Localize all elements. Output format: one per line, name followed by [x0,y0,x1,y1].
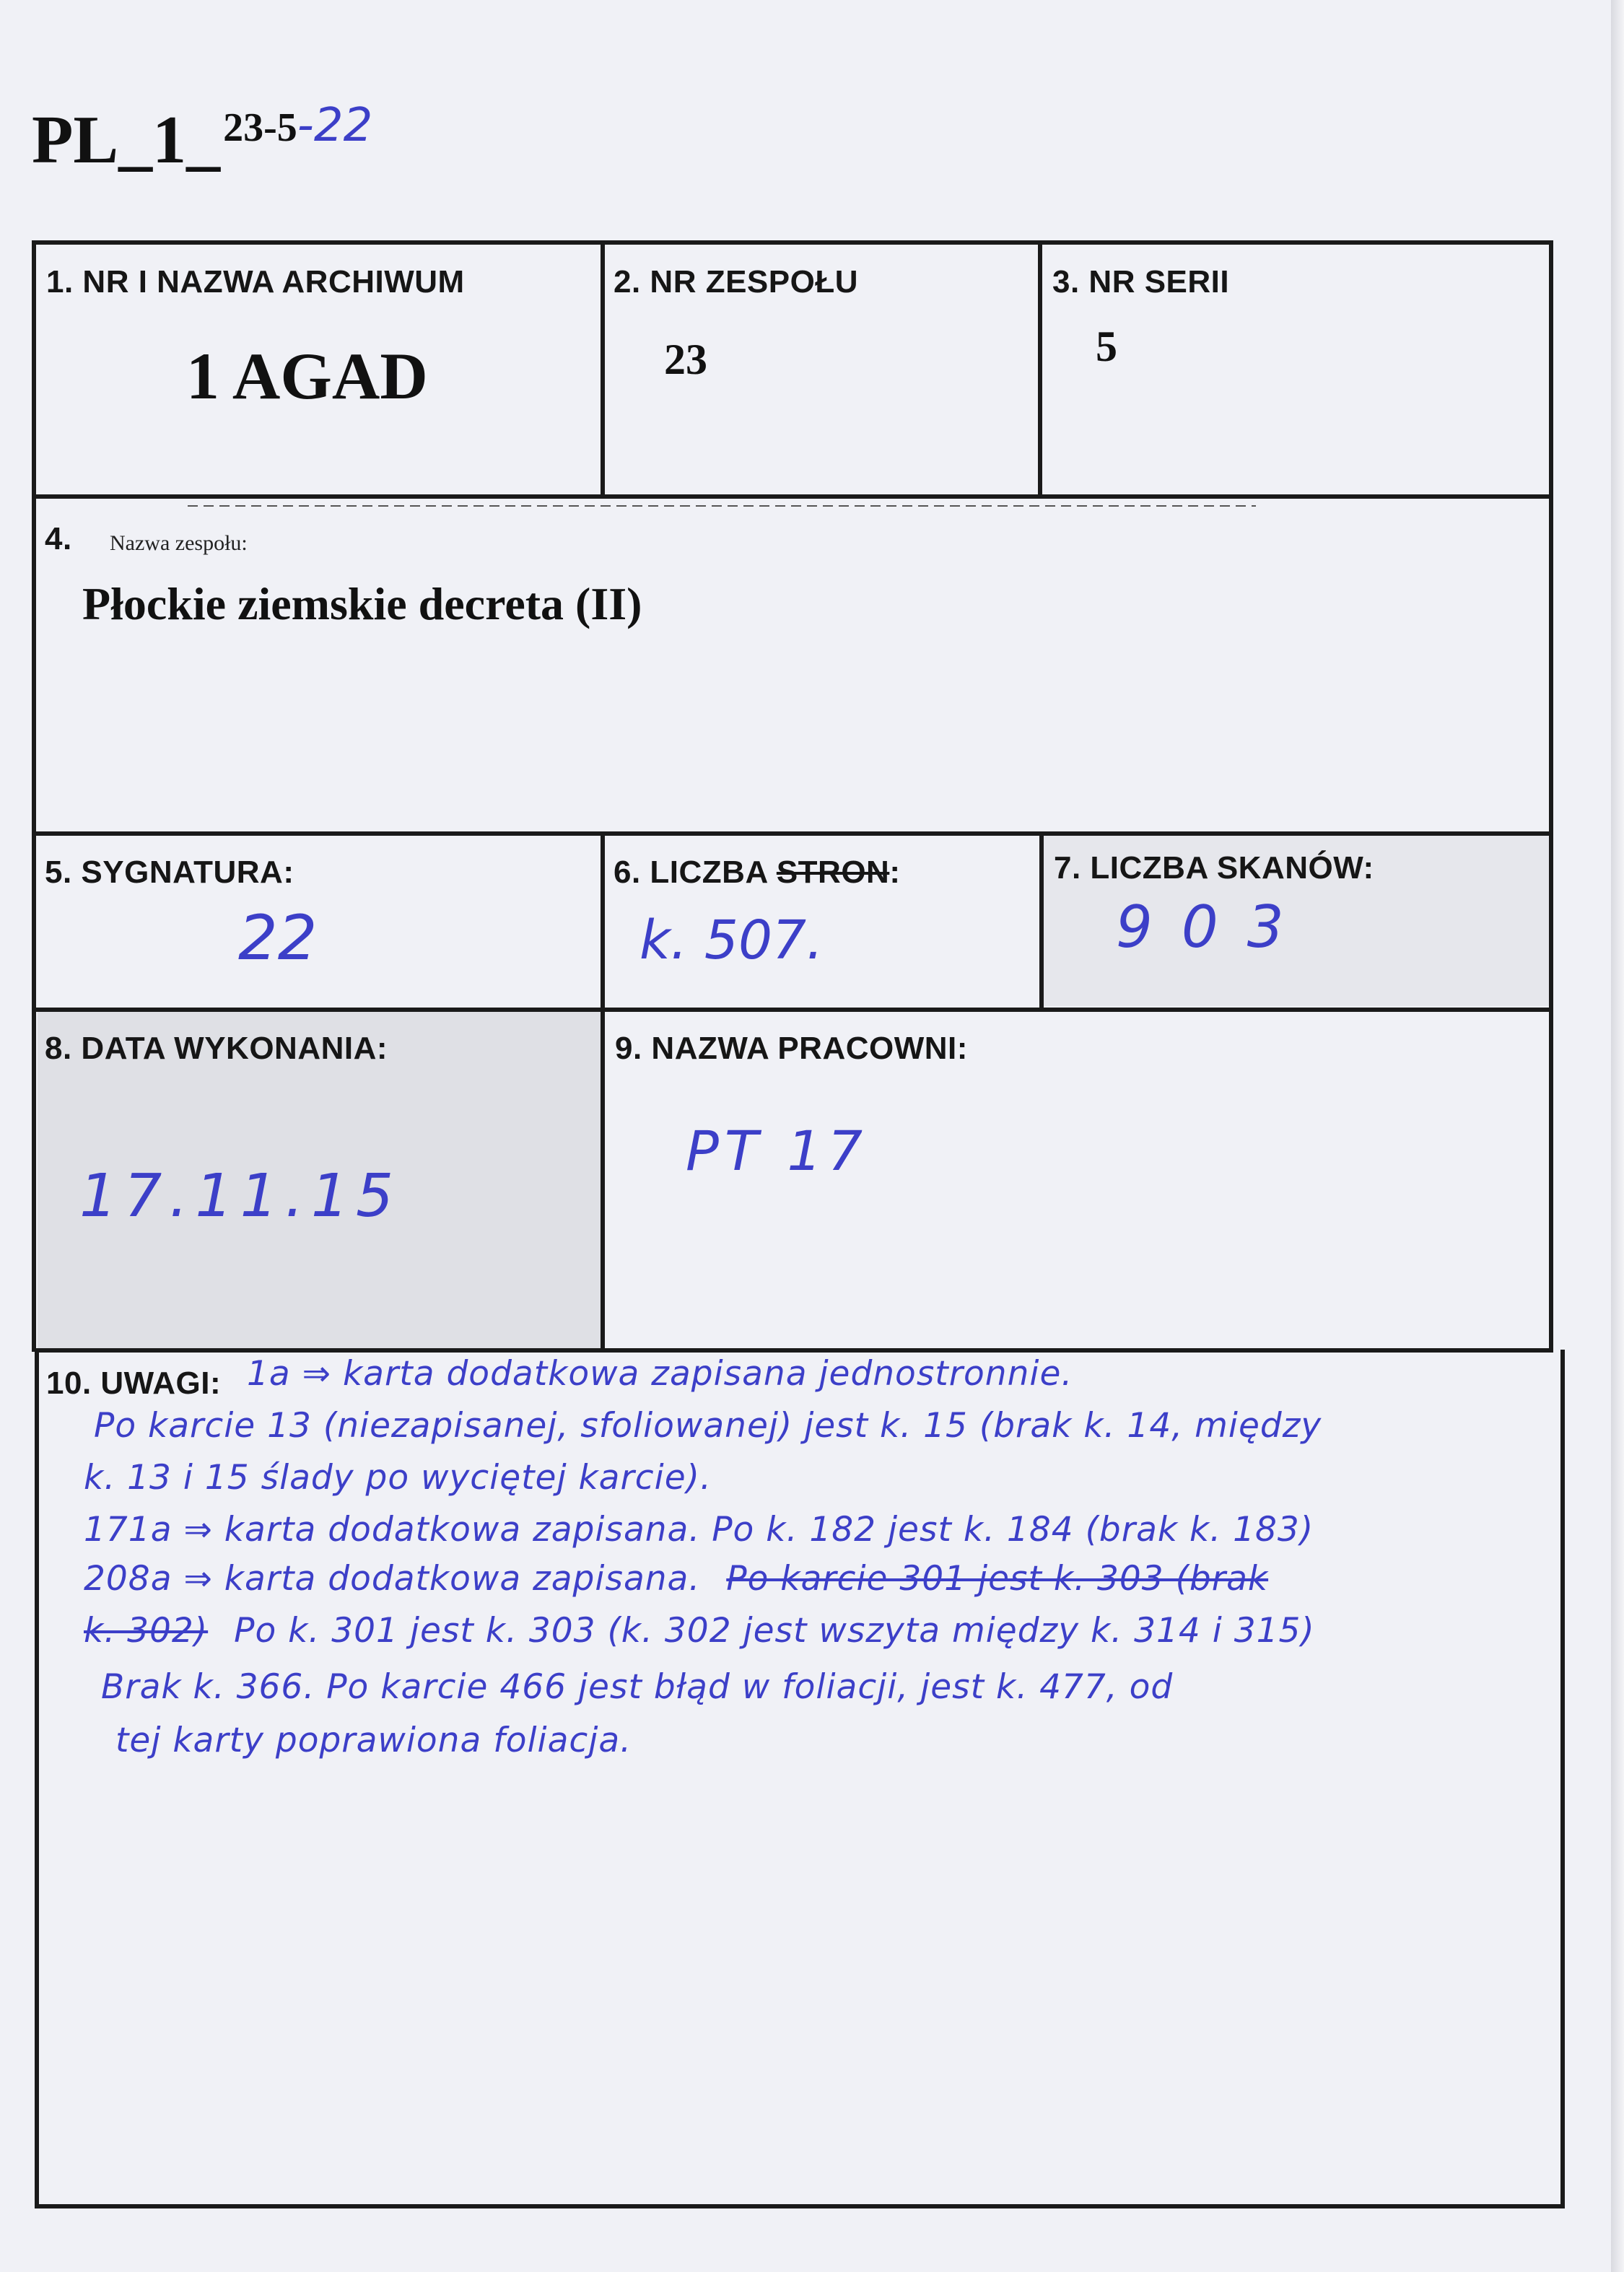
field-9-value: PT 17 [686,1119,869,1183]
table-left-border-lower [35,1350,39,2208]
field-5-value: 22 [238,902,318,974]
field-9-label: 9. NAZWA PRACOWNI: [615,1031,968,1066]
col-divider-a3 [601,1008,605,1353]
field-8-value: 17.11.15 [79,1162,401,1231]
remarks-line-1: 1a ⇒ karta dodatkowa zapisana jednostronnie. [247,1354,1073,1394]
table-top-border [32,240,1553,245]
remarks-line-7: Brak k. 366. Po karcie 466 jest błąd w foliacji, jest k. 477, od [101,1667,1174,1707]
field-4-number: 4. [45,521,72,556]
row-divider-4 [35,1348,1553,1353]
field-2-value: 23 [664,336,707,383]
remarks-line-2: Po karcie 13 (niezapisanej, sfoliowanej) jest k. 15 (brak k. 14, między [94,1406,1322,1446]
remarks-line-6-text: Po k. 301 jest k. 303 (k. 302 jest wszyta między k. 314 i 315) [234,1611,1315,1651]
field-6-label-suffix: : [889,855,901,890]
field-1-label: 1. NR I NAZWA ARCHIWUM [46,264,465,300]
field-5-label: 5. SYGNATURA: [45,855,294,890]
remarks-line-8: tej karty poprawiona foliacja. [115,1721,632,1760]
field-6-label [614,855,900,891]
remarks-line-5 [84,1559,1268,1599]
field-6-label-prefix: 6. LICZBA [614,855,777,890]
remarks-line-3: k. 13 i 15 ślady po wyciętej karcie). [84,1458,712,1498]
remarks-struck-text-1: Po karcie 301 jest k. 303 (brak [726,1559,1269,1599]
document-header [32,101,372,179]
field-2-label: 2. NR ZESPOŁU [614,264,858,300]
row-divider-3 [32,1008,1553,1012]
archive-code: PL_1_ [32,102,221,178]
handwritten-signature-number: -22 [297,99,373,152]
col-divider-b2 [1039,831,1044,1012]
remarks-line-4: 171a ⇒ karta dodatkowa zapisana. Po k. 182 jest k. 184 (brak k. 183) [84,1510,1314,1550]
field-4-label: Nazwa zespołu: [110,531,248,555]
remarks-struck-text-2: k. 302) [84,1611,209,1651]
remarks-line-5-text: 208a ⇒ karta dodatkowa zapisana. [84,1559,701,1599]
row-divider-2 [32,831,1553,836]
field-8-label: 8. DATA WYKONANIA: [45,1031,388,1066]
remarks-line-6 [84,1611,1315,1651]
field-6-value: k. 507. [639,909,824,971]
row-divider-1 [32,494,1553,499]
sheet-edge [1611,0,1624,2272]
table-bottom-border [35,2204,1565,2208]
table-right-border [1549,240,1553,1352]
field-4-value: Płockie ziemskie decreta (II) [82,578,642,629]
col-divider-b1 [1038,240,1042,499]
field-7-value: 903 [1116,893,1313,961]
collection-reference: 23-5 [223,105,297,150]
table-left-border [32,240,36,1352]
field-7-label: 7. LICZBA SKANÓW: [1054,850,1374,886]
field-3-value: 5 [1096,323,1117,370]
field-10-label: 10. UWAGI: [46,1366,222,1401]
col-divider-a2 [601,831,605,1012]
table-right-border-lower [1560,1350,1565,2208]
field-1-value: 1 AGAD [186,339,428,413]
field-3-label: 3. NR SERII [1052,264,1230,300]
dashed-guide-line [188,505,1256,507]
field-6-label-struck: STRON [776,855,890,890]
col-divider-a1 [601,240,605,499]
